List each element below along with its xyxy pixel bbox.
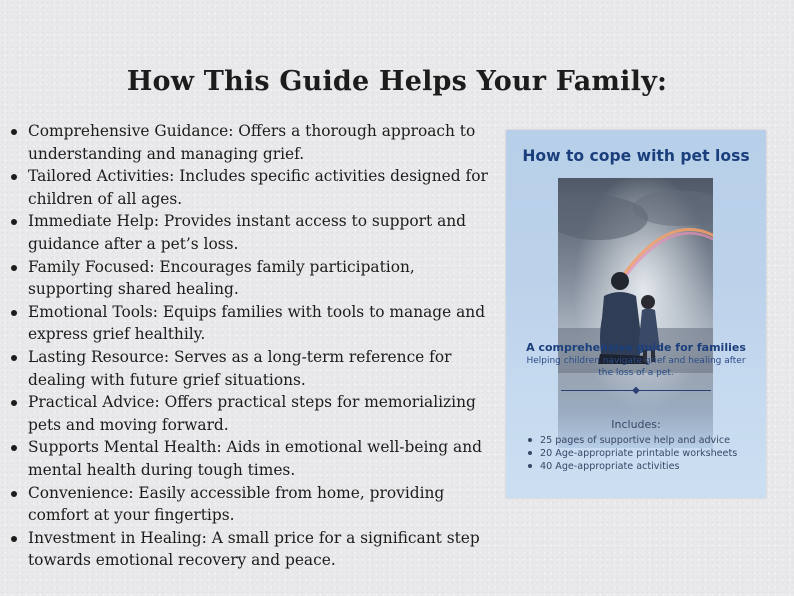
list-item [528, 447, 758, 460]
list-item [10, 301, 488, 346]
benefit-text: Supports Mental Health: Aids in emotional well-being and mental health during tough times. [28, 438, 482, 479]
bullet-icon [11, 355, 17, 361]
benefit-text: Investment in Healing: A small price for a significant step towards emotional recovery and peace. [28, 528, 480, 570]
image-fade-shape [558, 178, 713, 448]
benefit-text: Lasting Resource: Serves as a long-term reference for dealing with future grief situations. [28, 347, 452, 389]
page-title: How This Guide Helps Your Family: [126, 66, 668, 98]
list-item [528, 434, 758, 447]
includes-text: 40 Age-appropriate activities [540, 461, 680, 472]
benefit-text: Comprehensive Guidance: Offers a thorough approach to understanding and managing grief. [28, 122, 476, 163]
bullet-icon [528, 451, 532, 455]
list-item [10, 346, 488, 391]
bullet-icon [528, 464, 532, 468]
list-item [10, 527, 488, 572]
list-item [10, 256, 488, 301]
benefit-text: Convenience: Easily accessible from home, providing comfort at your fingertips. [28, 483, 445, 525]
list-item [10, 391, 488, 436]
benefit-text: Emotional Tools: Equips families with tools to manage and express grief healthily. [28, 302, 486, 344]
includes-text: 25 pages of supportive help and advice [540, 435, 731, 446]
cover-title: How to cope with pet loss [522, 147, 750, 165]
bullet-icon [11, 445, 17, 451]
includes-heading: Includes: [611, 418, 661, 431]
bullet-icon [11, 310, 17, 316]
bullet-icon [11, 491, 17, 497]
bullet-icon [11, 174, 17, 180]
diamond-icon: ◆ [632, 385, 640, 396]
bullet-icon [528, 438, 532, 442]
benefit-text: Family Focused: Encourages family participation, supporting shared healing. [28, 257, 415, 299]
includes-list [528, 434, 758, 473]
includes-text: 20 Age-appropriate printable worksheets [540, 448, 738, 459]
guide-cover [506, 130, 766, 498]
bullet-icon [11, 265, 17, 271]
list-item [10, 210, 488, 255]
list-item [10, 482, 488, 527]
bullet-icon [11, 219, 17, 225]
benefit-text: Tailored Activities: Includes specific activities designed for children of all ages. [28, 167, 488, 208]
list-item [528, 460, 758, 473]
benefits-list [10, 120, 488, 572]
cover-description: Helping children navigate grief and healing after the loss of a pet. [526, 356, 746, 378]
list-item [10, 436, 488, 481]
bullet-icon [11, 400, 17, 406]
bullet-icon [11, 536, 17, 542]
bullet-icon [11, 129, 17, 135]
cover-illustration [558, 178, 713, 448]
list-item [10, 120, 488, 165]
benefit-text: Practical Advice: Offers practical steps for memorializing pets and moving forward. [28, 393, 476, 434]
cover-subtitle: A comprehensive guide for families [526, 341, 746, 354]
list-item [10, 165, 488, 210]
benefit-text: Immediate Help: Provides instant access to support and guidance after a pet’s loss. [28, 212, 467, 253]
